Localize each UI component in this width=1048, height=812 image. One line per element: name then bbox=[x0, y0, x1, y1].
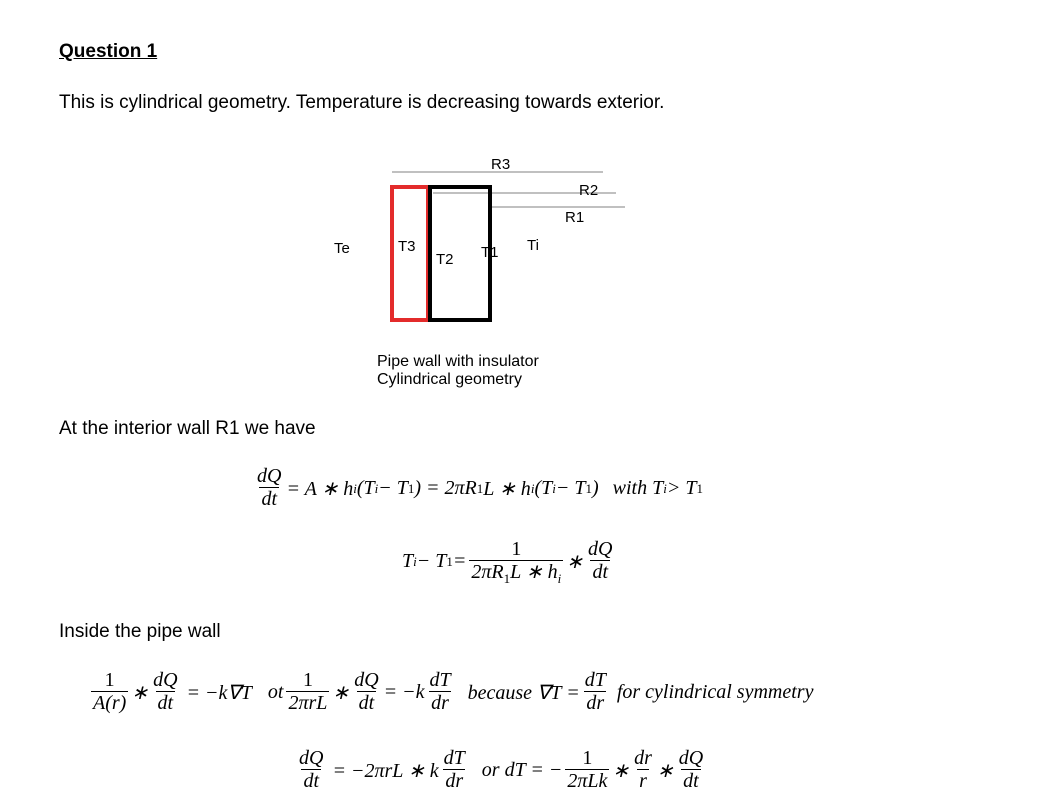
equation-temperature-difference: T i − T 1 = $\frac{1}{2\pi R_1L ∗ h_i}$ ∗ $\frac{dQ}{dt}$ bbox=[402, 538, 613, 586]
label-te: Te bbox=[334, 240, 350, 257]
frac-resistance: $\frac{1}{2\pi R_1L ∗ h_i}$ bbox=[471, 538, 562, 586]
caption-line-1: Pipe wall with insulator bbox=[377, 353, 539, 370]
pipe-wall-diagram bbox=[0, 0, 1048, 400]
pipe-wall-text: Inside the pipe wall bbox=[59, 621, 221, 642]
label-r1: R1 bbox=[565, 209, 585, 226]
label-t1: T1 bbox=[481, 244, 499, 261]
label-r3: R3 bbox=[491, 156, 511, 173]
equation-separation: $\frac{dQ}{dt}$ = −2πrL ∗ k $\frac{dT}{dr}$ or dT = − $\frac{1}{\text{2πLk}}$ ∗ $\frac{dr}{r}$ ∗ $\frac{dQ}{dt}$ bbox=[299, 747, 704, 792]
question-title: Question 1 bbox=[59, 41, 158, 62]
intro-text: This is cylindrical geometry. Temperature is decreasing towards exterior. bbox=[59, 92, 665, 113]
caption-line-2: Cylindrical geometry bbox=[377, 371, 522, 388]
frac-dq-dt: $\frac{dQ}{dt}$ bbox=[257, 465, 282, 510]
label-t3: T3 bbox=[398, 238, 416, 255]
interior-wall-text: At the interior wall R1 we have bbox=[59, 418, 316, 439]
equation-fourier-law: $\frac{1}{A(r)}$ ∗ $\frac{dQ}{dt}$ = −k∇T ot $\frac{1}{\text{2πrL}}$ ∗ $\frac{dQ}{dt}$ = −k $\frac{dT}{dr}$ because ∇T = $\frac{dT}{dr}$ for cylindrical symmetry bbox=[93, 669, 814, 714]
label-ti: Ti bbox=[527, 237, 539, 254]
equation-interior-convection: $\frac{dQ}{dt}$ = A ∗ h i (T i − T 1 ) = 2πR 1 L ∗ h i (T i − T 1 ) with T i > T 1 bbox=[257, 465, 703, 510]
label-t2: T2 bbox=[436, 251, 454, 268]
frac-dq-dt: $\frac{dQ}{dt}$ bbox=[588, 538, 613, 583]
label-r2: R2 bbox=[579, 182, 599, 199]
